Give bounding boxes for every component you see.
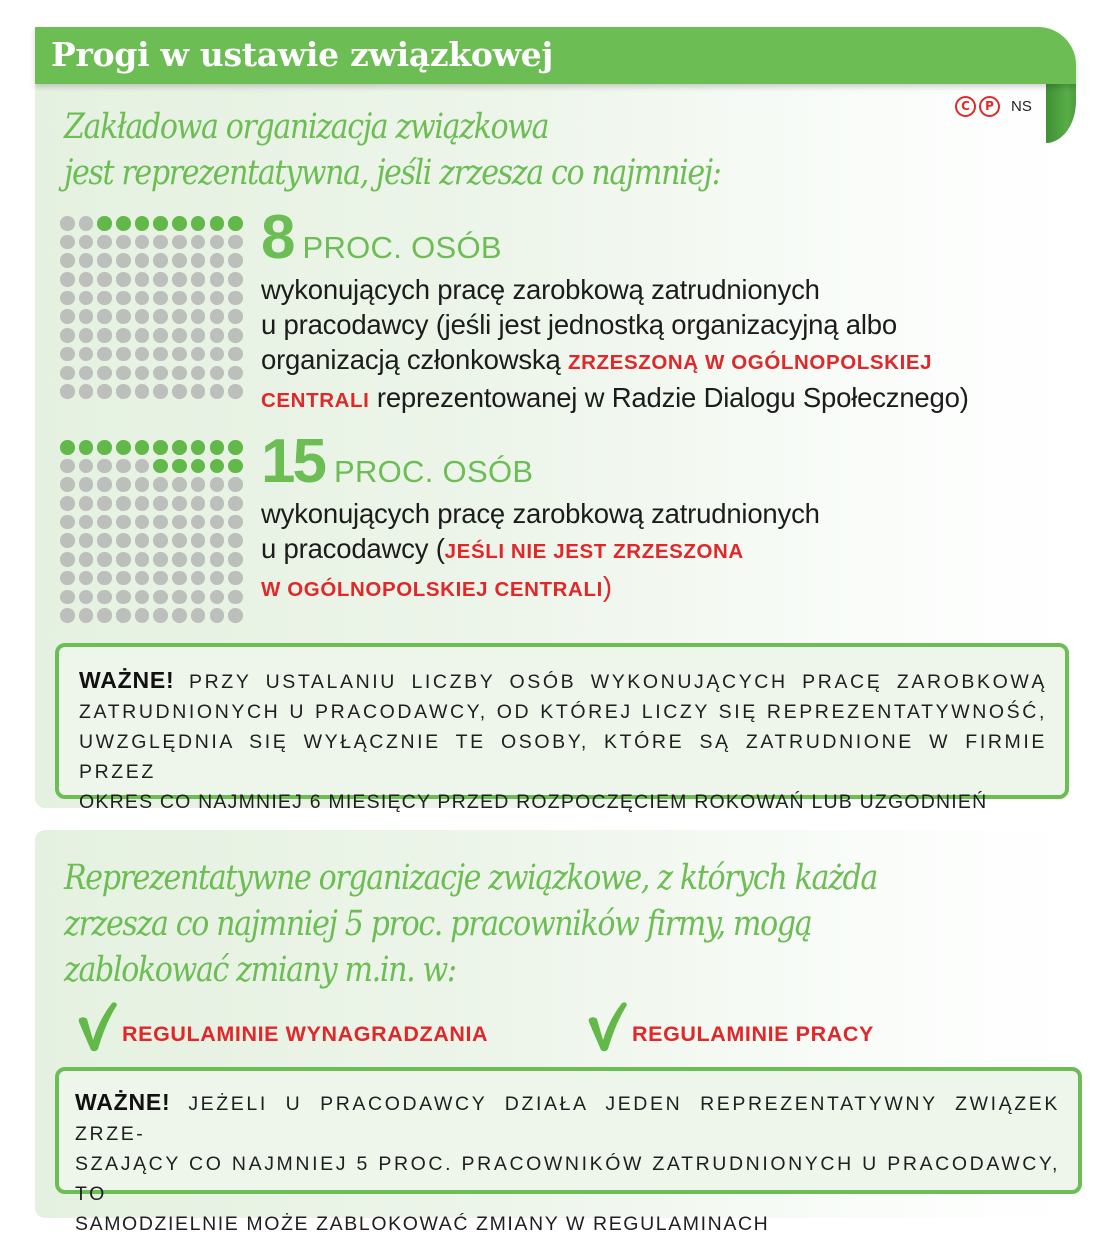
dot — [60, 272, 75, 287]
threshold-15-percent — [261, 427, 820, 607]
dot — [116, 608, 131, 623]
dot — [153, 328, 168, 343]
dot — [172, 384, 187, 399]
dot — [228, 347, 243, 362]
dot — [153, 533, 168, 548]
check-label: REGULAMINIE PRACY — [632, 1021, 874, 1046]
dot-highlighted — [210, 459, 225, 474]
dot — [172, 328, 187, 343]
dot — [191, 347, 206, 362]
dot — [172, 496, 187, 511]
dot — [97, 459, 112, 474]
dot — [153, 590, 168, 605]
dot — [172, 309, 187, 324]
dot — [135, 459, 150, 474]
dot — [172, 347, 187, 362]
lead-line: Zakładowa organizacja związkowa — [64, 107, 549, 147]
dot — [191, 552, 206, 567]
threshold-description — [261, 272, 969, 418]
dot-highlighted — [191, 459, 206, 474]
dot — [172, 272, 187, 287]
dot — [172, 477, 187, 492]
highlight-segment: JEŚLI NIE JEST ZRZESZONA — [444, 540, 744, 563]
note-label: WAŻNE! — [75, 1089, 171, 1115]
dot — [116, 552, 131, 567]
description-line — [261, 307, 969, 342]
dot — [153, 235, 168, 250]
checkmark-icon — [586, 1000, 628, 1054]
threshold-number: 8 — [261, 203, 293, 272]
check-item-wage-regulations — [76, 1000, 488, 1054]
dot — [60, 253, 75, 268]
dot — [210, 496, 225, 511]
dot — [228, 272, 243, 287]
dot — [97, 477, 112, 492]
section2-lead — [64, 855, 877, 993]
dot — [191, 477, 206, 492]
dot — [60, 366, 75, 381]
lead-line: zablokować zmiany m.in. w: — [64, 950, 456, 990]
dot — [210, 571, 225, 586]
dot — [79, 590, 94, 605]
dot — [191, 235, 206, 250]
dot — [60, 608, 75, 623]
dot — [60, 347, 75, 362]
dot — [228, 291, 243, 306]
dot-highlighted — [153, 216, 168, 231]
lead-line: Reprezentatywne organizacje związkowe, z których każda — [64, 858, 877, 898]
highlight-segment: ) — [602, 571, 612, 602]
dot — [191, 328, 206, 343]
dot — [60, 291, 75, 306]
dot — [191, 253, 206, 268]
dot-highlighted — [228, 459, 243, 474]
dot-highlighted — [60, 440, 75, 455]
text-segment: reprezentowanej w Radzie Dialogu Społecznego) — [369, 382, 969, 413]
dot — [172, 552, 187, 567]
dot — [79, 253, 94, 268]
text-segment: u pracodawcy ( — [261, 533, 445, 564]
dot — [228, 496, 243, 511]
dot-highlighted — [172, 440, 187, 455]
dot — [97, 235, 112, 250]
dot — [172, 366, 187, 381]
dot — [60, 496, 75, 511]
dot — [135, 291, 150, 306]
dot — [135, 309, 150, 324]
page-title: Progi w ustawie związkowej — [51, 35, 554, 74]
dot — [228, 328, 243, 343]
credits — [955, 96, 1032, 117]
dot — [228, 384, 243, 399]
check-item-work-regulations — [586, 1000, 874, 1054]
dot — [116, 477, 131, 492]
dot — [172, 291, 187, 306]
copyright-icon: C — [955, 96, 976, 117]
dot — [60, 590, 75, 605]
dot-highlighted — [97, 216, 112, 231]
dot — [135, 384, 150, 399]
dot — [60, 216, 75, 231]
dot — [79, 309, 94, 324]
dot — [191, 384, 206, 399]
dot — [135, 235, 150, 250]
phonogram-icon: P — [979, 96, 1000, 117]
dot — [135, 496, 150, 511]
dot-highlighted — [79, 440, 94, 455]
dot — [97, 571, 112, 586]
header-ribbon — [35, 27, 1076, 84]
dot — [191, 590, 206, 605]
dot-highlighted — [172, 216, 187, 231]
dot — [153, 571, 168, 586]
dot — [116, 347, 131, 362]
dot — [172, 235, 187, 250]
dot — [172, 590, 187, 605]
dot-highlighted — [97, 440, 112, 455]
dot — [97, 533, 112, 548]
dot — [79, 571, 94, 586]
dot — [153, 272, 168, 287]
dot — [191, 309, 206, 324]
threshold-heading — [261, 427, 820, 496]
dot-highlighted — [228, 216, 243, 231]
dot — [116, 590, 131, 605]
note-line: OKRES CO NAJMNIEJ 6 MIESIĘCY PRZED ROZPOCZĘCIEM ROKOWAŃ LUB UZGODNIEŃ — [79, 791, 988, 813]
dot — [116, 366, 131, 381]
dot-highlighted — [135, 440, 150, 455]
dot — [60, 235, 75, 250]
dot — [135, 533, 150, 548]
dot — [135, 347, 150, 362]
note-text: JEŻELI U PRACODAWCY DZIAŁA JEDEN REPREZENTATYWNY ZWIĄZEK ZRZE- — [75, 1093, 1060, 1145]
dot-highlighted — [153, 459, 168, 474]
dot — [116, 459, 131, 474]
dot — [210, 515, 225, 530]
dot — [135, 366, 150, 381]
dot — [135, 477, 150, 492]
dot — [79, 328, 94, 343]
dot-grid-15-percent — [60, 440, 243, 623]
threshold-unit: PROC. OSÓB — [333, 454, 534, 489]
dot — [153, 291, 168, 306]
dot-highlighted — [153, 440, 168, 455]
dot — [97, 347, 112, 362]
dot — [79, 384, 94, 399]
highlight-segment: ZRZESZONĄ W OGÓLNOPOLSKIEJ — [568, 351, 933, 374]
dot — [79, 533, 94, 548]
dot — [153, 515, 168, 530]
dot — [228, 608, 243, 623]
note-line: UWZGLĘDNIA SIĘ WYŁĄCZNIE TE OSOBY, KTÓRE SĄ ZATRUDNIONE W FIRMIE PRZEZ — [79, 731, 1047, 783]
dot — [228, 309, 243, 324]
dot — [210, 366, 225, 381]
dot — [116, 309, 131, 324]
dot — [79, 291, 94, 306]
dot — [228, 590, 243, 605]
dot — [135, 253, 150, 268]
dot — [210, 272, 225, 287]
dot — [172, 608, 187, 623]
threshold-unit: PROC. OSÓB — [302, 230, 502, 265]
dot — [153, 347, 168, 362]
dot — [79, 608, 94, 623]
dot — [116, 533, 131, 548]
dot — [172, 571, 187, 586]
dot — [97, 328, 112, 343]
dot — [97, 608, 112, 623]
dot-highlighted — [172, 459, 187, 474]
dot — [97, 384, 112, 399]
dot — [60, 571, 75, 586]
dot — [97, 515, 112, 530]
dot — [79, 347, 94, 362]
important-note-1 — [55, 643, 1069, 813]
lead-line: zrzesza co najmniej 5 proc. pracowników firmy, mogą — [64, 904, 812, 944]
dot — [79, 459, 94, 474]
text-segment: u pracodawcy (jeśli jest jednostką organizacyjną albo — [261, 309, 897, 340]
note-line: SAMODZIELNIE MOŻE ZABLOKOWAĆ ZMIANY W REGULAMINACH — [75, 1213, 770, 1235]
dot — [116, 571, 131, 586]
dot — [228, 533, 243, 548]
dot — [79, 552, 94, 567]
dot — [116, 235, 131, 250]
dot — [210, 291, 225, 306]
dot-highlighted — [116, 216, 131, 231]
dot — [97, 253, 112, 268]
dot — [172, 533, 187, 548]
dot — [191, 533, 206, 548]
dot — [210, 253, 225, 268]
description-line — [261, 342, 969, 380]
highlight-segment: CENTRALI — [261, 389, 370, 412]
dot — [191, 366, 206, 381]
description-line — [261, 380, 969, 418]
dot — [191, 608, 206, 623]
note-label: WAŻNE! — [79, 667, 175, 693]
description-line — [261, 569, 820, 607]
dot-highlighted — [191, 440, 206, 455]
dot — [79, 216, 94, 231]
dot — [97, 309, 112, 324]
dot — [79, 515, 94, 530]
dot — [116, 384, 131, 399]
dot — [97, 496, 112, 511]
dot — [210, 347, 225, 362]
lead-line: jest reprezentatywna, jeśli zrzesza co najmniej: — [64, 153, 721, 193]
dot-highlighted — [135, 216, 150, 231]
description-line — [261, 531, 820, 569]
text-segment: wykonujących pracę zarobkową zatrudnionych — [261, 498, 820, 529]
dot — [60, 384, 75, 399]
dot — [135, 590, 150, 605]
dot — [210, 309, 225, 324]
author-credit: NS — [1011, 98, 1032, 115]
dot — [172, 515, 187, 530]
text-segment: organizacją członkowską — [261, 344, 569, 375]
dot-highlighted — [210, 216, 225, 231]
dot — [79, 272, 94, 287]
dot-grid-8-percent — [60, 216, 243, 399]
dot — [135, 552, 150, 567]
dot — [210, 235, 225, 250]
threshold-number: 15 — [261, 427, 324, 496]
dot — [116, 272, 131, 287]
dot — [116, 328, 131, 343]
dot — [116, 515, 131, 530]
threshold-description — [261, 496, 820, 607]
dot — [191, 515, 206, 530]
dot — [153, 552, 168, 567]
threshold-heading — [261, 203, 969, 272]
section1-lead — [64, 104, 721, 196]
dot — [79, 235, 94, 250]
dot — [97, 590, 112, 605]
dot — [135, 608, 150, 623]
dot — [191, 496, 206, 511]
dot — [153, 496, 168, 511]
dot — [116, 496, 131, 511]
dot — [228, 366, 243, 381]
dot — [60, 477, 75, 492]
dot — [228, 571, 243, 586]
dot — [135, 515, 150, 530]
dot — [210, 533, 225, 548]
dot — [228, 515, 243, 530]
dot — [210, 552, 225, 567]
dot-highlighted — [191, 216, 206, 231]
highlight-segment: W OGÓLNOPOLSKIEJ CENTRALI — [261, 578, 603, 601]
checkmark-icon — [76, 1000, 118, 1054]
dot — [228, 477, 243, 492]
dot — [228, 235, 243, 250]
dot — [191, 571, 206, 586]
dot — [153, 384, 168, 399]
dot — [135, 272, 150, 287]
dot — [153, 477, 168, 492]
dot — [153, 253, 168, 268]
dot — [210, 328, 225, 343]
note-line — [75, 1087, 1060, 1149]
description-line — [261, 272, 969, 307]
dot — [79, 496, 94, 511]
dot — [191, 272, 206, 287]
dot — [116, 291, 131, 306]
note-line: SZAJĄCY CO NAJMNIEJ 5 PROC. PRACOWNIKÓW ZATRUDNIONYCH U PRACODAWCY, TO — [75, 1153, 1060, 1205]
dot — [60, 552, 75, 567]
dot — [97, 366, 112, 381]
dot — [153, 366, 168, 381]
check-label: REGULAMINIE WYNAGRADZANIA — [122, 1021, 489, 1046]
dot — [79, 366, 94, 381]
dot — [60, 309, 75, 324]
dot — [60, 533, 75, 548]
dot — [210, 384, 225, 399]
dot — [135, 571, 150, 586]
important-note-2 — [55, 1067, 1082, 1235]
dot — [153, 309, 168, 324]
dot — [172, 253, 187, 268]
dot — [210, 477, 225, 492]
text-segment: wykonujących pracę zarobkową zatrudnionych — [261, 274, 820, 305]
dot-highlighted — [210, 440, 225, 455]
note-line — [79, 665, 1047, 697]
dot — [60, 459, 75, 474]
threshold-8-percent — [261, 203, 969, 418]
dot — [97, 291, 112, 306]
dot — [228, 253, 243, 268]
dot — [135, 328, 150, 343]
note-line: ZATRUDNIONYCH U PRACODAWCY, OD KTÓREJ LICZY SIĘ REPREZENTATYWNOŚĆ, — [79, 701, 1047, 723]
dot — [116, 253, 131, 268]
dot — [191, 291, 206, 306]
dot — [210, 590, 225, 605]
description-line — [261, 496, 820, 531]
dot — [60, 328, 75, 343]
dot — [210, 608, 225, 623]
dot-highlighted — [116, 440, 131, 455]
dot — [79, 477, 94, 492]
note-text: PRZY USTALANIU LICZBY OSÓB WYKONUJĄCYCH PRACĘ ZAROBKOWĄ — [189, 671, 1047, 693]
dot — [228, 552, 243, 567]
dot — [97, 272, 112, 287]
dot — [60, 515, 75, 530]
dot — [97, 552, 112, 567]
dot-highlighted — [228, 440, 243, 455]
dot — [153, 608, 168, 623]
